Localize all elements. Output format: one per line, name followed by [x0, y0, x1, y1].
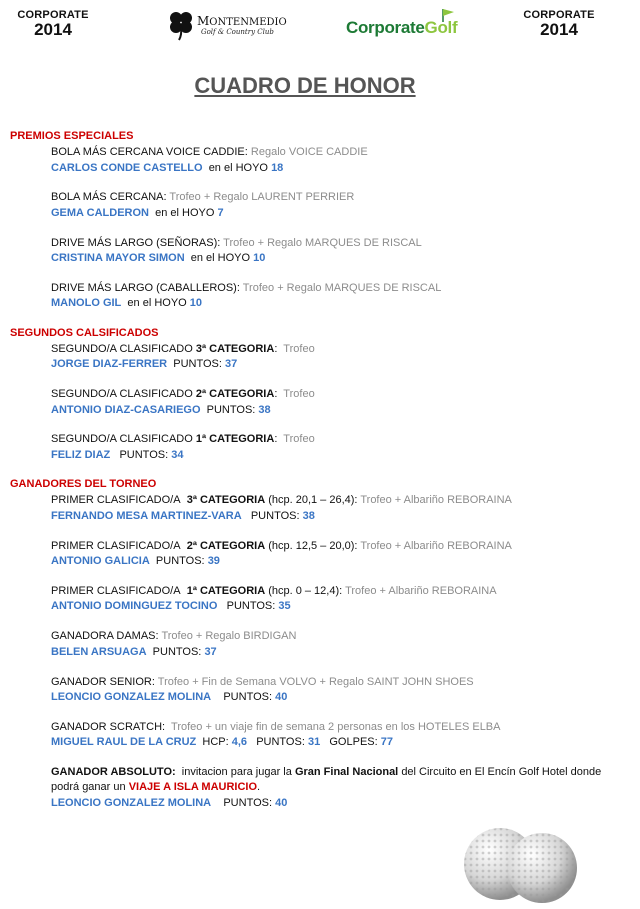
- award-drive-caballeros-label: DRIVE MÁS LARGO (CABALLEROS): Trofeo + Regalo MARQUES DE RISCAL: [51, 282, 442, 294]
- award-segundo-3-label: SEGUNDO/A CLASIFICADO 3ª CATEGORIA: Trofeo: [51, 343, 315, 355]
- corporate-golf-logo: [346, 8, 464, 42]
- corporate-2014-logo-right: [520, 10, 598, 38]
- award-bola-cercana-label: BOLA MÁS CERCANA: Trofeo + Regalo LAURENT PERRIER: [51, 191, 355, 203]
- award-absoluto-line2: podrá ganar un VIAJE A ISLA MAURICIO.: [51, 781, 261, 793]
- award-senior-winner: LEONCIO GONZALEZ MOLINA PUNTOS: 40: [51, 691, 288, 703]
- award-segundo-3-winner: JORGE DIAZ-FERRER PUNTOS: 37: [51, 358, 238, 370]
- award-segundo-2-winner: ANTONIO DIAZ-CASARIEGO PUNTOS: 38: [51, 404, 271, 416]
- award-scratch-label: GANADOR SCRATCH: Trofeo + un viaje fin de semana 2 personas en los HOTELES ELBA: [51, 721, 501, 733]
- golf-flag-icon: [440, 8, 460, 22]
- award-segundo-1-winner: FELIZ DIAZ PUNTOS: 34: [51, 449, 184, 461]
- award-primero-3-winner: FERNANDO MESA MARTINEZ-VARA PUNTOS: 38: [51, 510, 315, 522]
- award-senior-label: GANADOR SENIOR: Trofeo + Fin de Semana VOLVO + Regalo SAINT JOHN SHOES: [51, 676, 474, 688]
- corporate-2014-logo-left: [14, 10, 92, 38]
- award-primero-1-winner: ANTONIO DOMINGUEZ TOCINO PUNTOS: 35: [51, 600, 291, 612]
- year-label: 2014: [34, 20, 72, 39]
- montenmedio-logo: [163, 6, 293, 44]
- award-damas-label: GANADORA DAMAS: Trofeo + Regalo BIRDIGAN: [51, 630, 297, 642]
- award-voice-caddie-label: BOLA MÁS CERCANA VOICE CADDIE: Regalo VOICE CADDIE: [51, 146, 368, 158]
- montenmedio-subtitle: Golf & Country Club: [201, 28, 274, 36]
- year-label: 2014: [540, 20, 578, 39]
- clover-icon: [167, 9, 195, 41]
- award-damas-winner: BELEN ARSUAGA PUNTOS: 37: [51, 646, 217, 658]
- award-segundo-1-label: SEGUNDO/A CLASIFICADO 1ª CATEGORIA: Trofeo: [51, 433, 315, 445]
- golf-balls-icon: [462, 826, 582, 904]
- award-bola-cercana-winner: GEMA CALDERON en el HOYO 7: [51, 207, 224, 219]
- award-primero-1-label: PRIMER CLASIFICADO/A 1ª CATEGORIA (hcp. 0 – 12,4): Trofeo + Albariño REBORAINA: [51, 585, 497, 597]
- corporate-golf-wordmark: CorporateGolf: [346, 18, 458, 37]
- award-primero-2-label: PRIMER CLASIFICADO/A 2ª CATEGORIA (hcp. 12,5 – 20,0): Trofeo + Albariño REBORAINA: [51, 540, 512, 552]
- award-absoluto-line1: GANADOR ABSOLUTO: invitacion para jugar la Gran Final Nacional del Circuito en El Encín Golf Hotel donde: [51, 766, 602, 778]
- section-segundos-clasificados: SEGUNDOS CALSIFICADOS: [10, 327, 159, 339]
- corporate-label: CORPORATE: [523, 9, 595, 21]
- award-primero-2-winner: ANTONIO GALICIA PUNTOS: 39: [51, 555, 220, 567]
- award-voice-caddie-winner: CARLOS CONDE CASTELLO en el HOYO 18: [51, 162, 284, 174]
- award-segundo-2-label: SEGUNDO/A CLASIFICADO 2ª CATEGORIA: Trofeo: [51, 388, 315, 400]
- section-premios-especiales: PREMIOS ESPECIALES: [10, 130, 134, 142]
- award-scratch-winner: MIGUEL RAUL DE LA CRUZ HCP: 4,6 PUNTOS: 31 GOLPES: 77: [51, 736, 393, 748]
- section-ganadores-torneo: GANADORES DEL TORNEO: [10, 478, 157, 490]
- award-drive-senoras-winner: CRISTINA MAYOR SIMON en el HOYO 10: [51, 252, 266, 264]
- award-absoluto-winner: LEONCIO GONZALEZ MOLINA PUNTOS: 40: [51, 797, 288, 809]
- corporate-label: CORPORATE: [17, 9, 89, 21]
- montenmedio-name: MONTENMEDIO: [197, 14, 287, 28]
- award-primero-3-label: PRIMER CLASIFICADO/A 3ª CATEGORIA (hcp. 20,1 – 26,4): Trofeo + Albariño REBORAINA: [51, 494, 512, 506]
- award-drive-senoras-label: DRIVE MÁS LARGO (SEÑORAS): Trofeo + Regalo MARQUES DE RISCAL: [51, 237, 422, 249]
- award-drive-caballeros-winner: MANOLO GIL en el HOYO 10: [51, 297, 203, 309]
- page-title: CUADRO DE HONOR: [194, 73, 416, 98]
